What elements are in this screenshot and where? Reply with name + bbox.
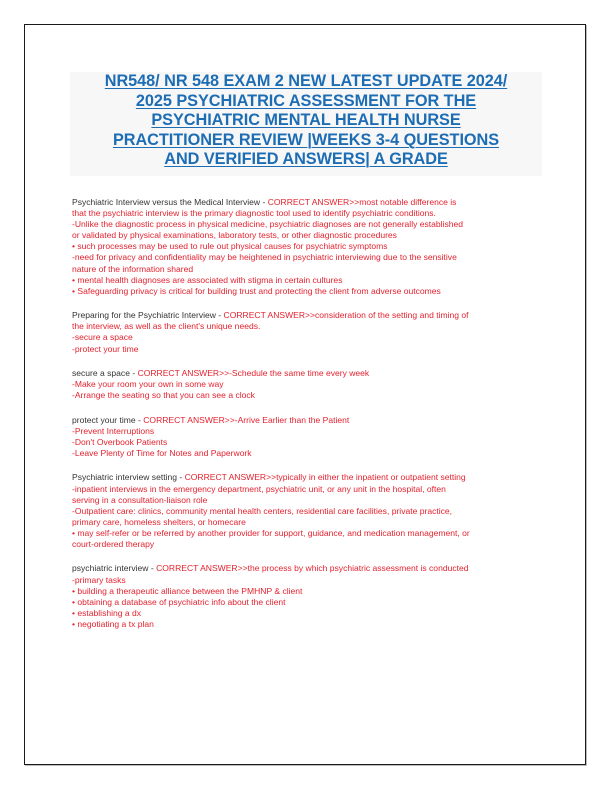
title-line: PRACTITIONER REVIEW |WEEKS 3-4 QUESTIONS (112, 130, 500, 149)
answer-line: • may self-refer or be referred by another provider for support, guidance, and medication management, or (72, 527, 470, 538)
qa-item (72, 563, 552, 630)
answer-line: -inpatient interviews in the emergency department, psychiatric unit, or any unit in the hospital, often (72, 483, 446, 494)
answer-text: CORRECT ANSWER>>the process by which psychiatric assessment is conducted (156, 563, 469, 574)
question-text: psychiatric interview - (72, 563, 157, 574)
answer-line: -need for privacy and confidentiality may be heightened in psychiatric interviewing due to the sensitive (72, 252, 457, 263)
question-text: Preparing for the Psychiatric Interview - (72, 310, 224, 321)
answer-line: primary care, homeless shelters, or homecare (72, 516, 246, 527)
answer-line: nature of the information shared (72, 263, 194, 274)
document-title (70, 72, 542, 170)
answer-line: • such processes may be used to rule out physical causes for psychiatric symptoms (72, 241, 388, 252)
title-line: 2025 PSYCHIATRIC ASSESSMENT FOR THE (135, 91, 477, 110)
title-line: PSYCHIATRIC MENTAL HEALTH NURSE (151, 111, 461, 130)
answer-line: • establishing a dx (72, 607, 142, 618)
answer-line: • obtaining a database of psychiatric info about the client (72, 596, 286, 607)
answer-line: -Prevent Interruptions (72, 425, 155, 436)
answer-line: -Don't Overbook Patients (72, 436, 168, 447)
answer-line: • mental health diagnoses are associated with stigma in certain cultures (72, 274, 343, 285)
answer-line: -protect your time (72, 343, 139, 354)
qa-item (72, 310, 552, 354)
answer-line: • building a therapeutic alliance between the PMHNP & client (72, 585, 303, 596)
qa-item (72, 415, 552, 459)
answer-text: CORRECT ANSWER>>most notable difference is (267, 197, 457, 207)
question-text: Psychiatric interview setting - (72, 472, 185, 483)
answer-text: CORRECT ANSWER>>-Arrive Earlier than the Patient (143, 414, 350, 425)
answer-line: the interview, as well as the client's unique needs. (72, 321, 261, 332)
answer-text: CORRECT ANSWER>>-Schedule the same time every week (137, 368, 370, 378)
question-text: protect your time - (72, 414, 144, 425)
answer-line: court-ordered therapy (72, 539, 155, 549)
answer-line: that the psychiatric interview is the primary diagnostic tool used to identify psychiatric conditions. (72, 208, 436, 219)
title-banner (70, 72, 542, 176)
answer-line: -Arrange the seating so that you can see a clock (72, 390, 255, 401)
qa-item (72, 197, 552, 297)
answer-text: CORRECT ANSWER>>typically in either the inpatient or outpatient setting (184, 472, 466, 483)
answer-line: -secure a space (72, 332, 133, 343)
answer-line: -Leave Plenty of Time for Notes and Paperwork (72, 447, 252, 458)
title-line: AND VERIFIED ANSWERS| A GRADE (164, 150, 448, 169)
question-text: Psychiatric Interview versus the Medical Interview - (72, 197, 268, 207)
qa-item (72, 368, 552, 401)
answer-line: serving in a consultation-liaison role (72, 494, 208, 505)
answer-line: -Unlike the diagnostic process in physical medicine, psychiatric diagnoses are not generally established (72, 219, 463, 230)
answer-line: -Outpatient care: clinics, community mental health centers, residential care facilities, private practice, (72, 505, 453, 516)
answer-line: • Safeguarding privacy is critical for building trust and protecting the client from adverse outcomes (72, 285, 441, 296)
title-line: NR548/ NR 548 EXAM 2 NEW LATEST UPDATE 2024/ (104, 72, 508, 90)
answer-line: or validated by physical examinations, laboratory tests, or other diagnostic procedures (72, 230, 397, 241)
answer-text: CORRECT ANSWER>>consideration of the setting and timing of (223, 310, 469, 321)
answer-line: -Make your room your own in some way (72, 379, 224, 390)
qa-list (72, 197, 552, 643)
answer-line: • negotiating a tx plan (72, 618, 154, 629)
question-text: secure a space - (72, 368, 138, 378)
answer-line: -primary tasks (72, 574, 126, 585)
qa-item (72, 472, 552, 550)
